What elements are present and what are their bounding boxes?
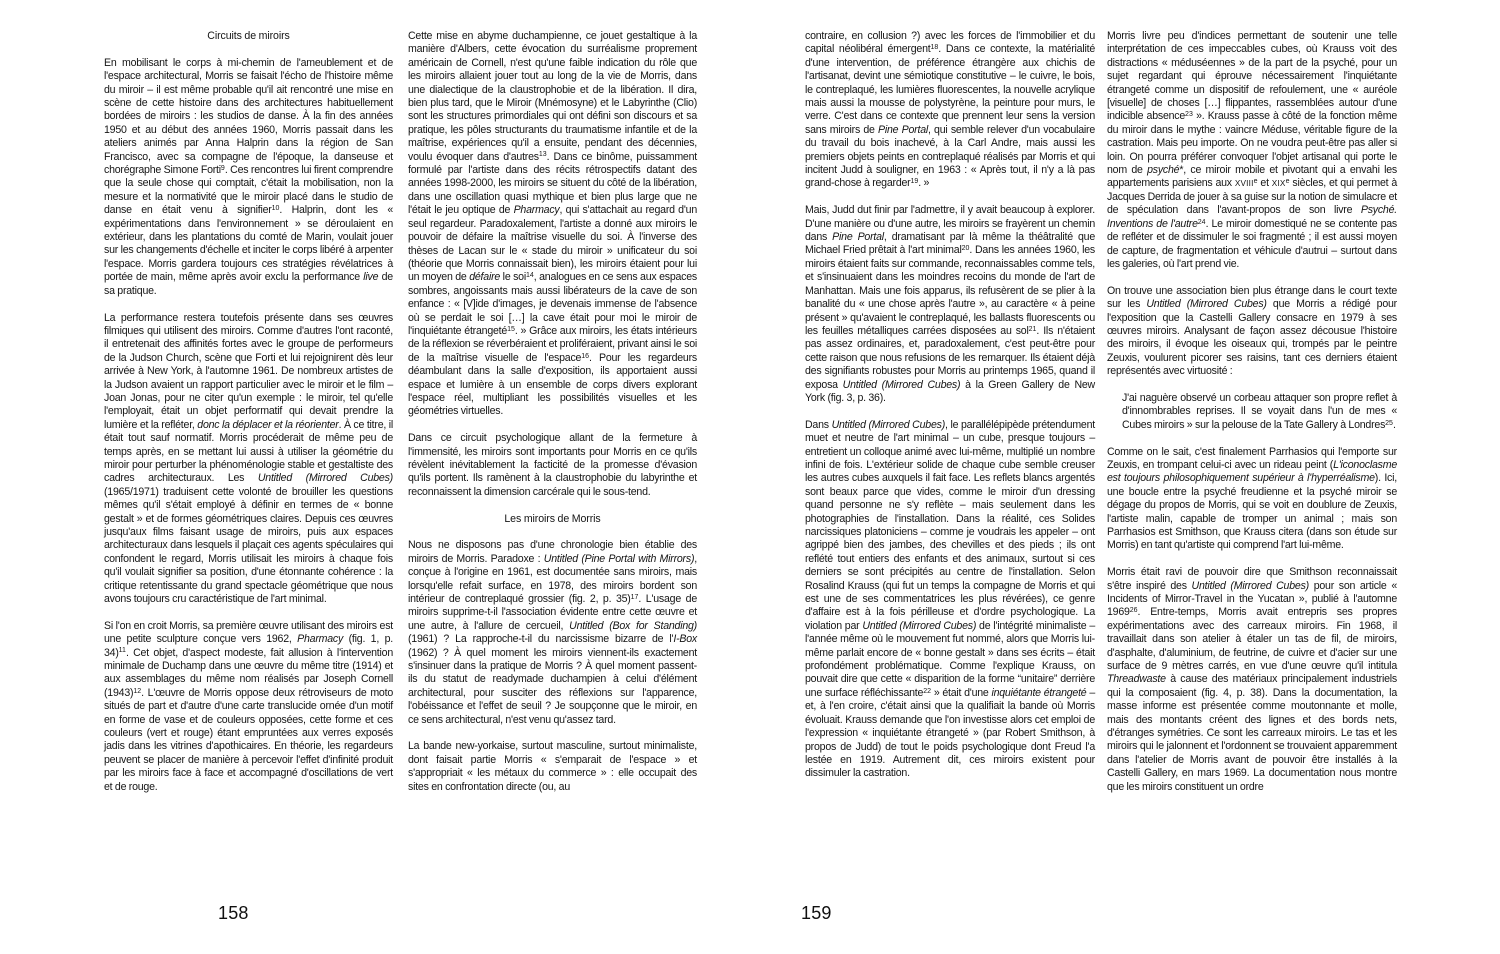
paragraph: En mobilisant le corps à mi-chemin de l'ameublement et de l'espace architectural, Morris se faisait l'écho de l'histoire même du miroir – il est même probable qu'il ait rencontré une mise en scène de cette histoire dans des architectures habituellement bordées de miroirs : les studios de danse. À la fin des années 1950 et au début des années 1960, Morris passait dans les ateliers animés par Anna Halprin dans la région de San Francisco, avec sa compagne de l'époque, la danseuse et chorégraphe Simone Forti$^9$. Ces rencontres lui firent comprendre que la seule chose qui comptait, c'était la mobilisation, non la mesure et la normativité que le miroir placé dans le studio de danse en était venu à signifier$^{10}$. Halprin, dont les « expérimentations dans l'environnement » se déroulaient en extérieur, dans les plantations du comté de Marin, voulait jouer sur les changements d'échelle et inciter le corps libéré à arpenter l'espace. Morris gardera toujours ces stratégies révélatrices à portée de main, même après avoir exclu la performance live de sa pratique. — [104, 56, 393, 297]
paragraph: La performance restera toutefois présente dans ses œuvres filmiques qui utilisent des miroirs. Comme d'autres l'ont raconté, il entretenait des affinités fortes avec le groupe de performeurs de la Judson Church, scène que Forti et lui rejoignirent dès leur arrivée à New York, à l'automne 1961. De nombreux artistes de la Judson avaient un rapport particulier avec le miroir et le film – Joan Jonas, pour ne citer qu'un exemple : le miroir, tel qu'elle l'employait, était un objet performatif qui devait prendre la lumière et la refléter, donc la déplacer et la réorienter. À ce titre, il était tout sauf normatif. Morris procéderait de même peu de temps après, en se mettant lui aussi à utiliser la géométrie du miroir pour perturber la phénoménologie stable et gestaltiste des cadres architecturaux. Les Untitled (Mirrored Cubes) (1965/1971) traduisent cette volonté de brouiller les questions mêmes qu'il s'était employé à définir en termes de « bonne gestalt » et de formes géométriques claires. Depuis ces œuvres jusqu'aux films faisant usage de miroirs, puis aux espaces architecturaux dans lesquels il plaçait ces agents spéculaires qui confondent le regard, Morris utilisait les miroirs à chaque fois qu'il voulait signifier sa position, d'une étonnante cohérence : la critique retentissante du grand spectacle géométrique que nous avons toujours cru caractéristique de l'art minimal. — [104, 311, 394, 606]
page-159-column-2 — [1107, 30, 1397, 794]
paragraph: Cette mise en abyme duchampienne, ce jouet gestaltique à la manière d'Albers, cette évocation du surréalisme proprement américain de Cornell, n'est qu'une faible indication du rôle que les miroirs allaient jouer tout au long de la vie de Morris, dans une dialectique de la claustrophobie et de la libération. Il dira, bien plus tard, que le Miroir (Mnémosyne) et le Labyrinthe (Clio) sont les structures primordiales qui ont défini son discours et sa pratique, les pôles structurants du traumatisme infantile et de la maîtrise, expériences qu'il a ensuite, pendant des décennies, voulu évoquer dans d'autres$^{13}$. Dans ce binôme, puissamment formulé par l'artiste dans des récits rétrospectifs datant des années 1998-2000, les miroirs se situent du côté de la libération, dans une oscillation quasi mythique et bien plus large que ne l'était le jeu optique de Pharmacy, qui s'attachait au regard d'un seul regardeur. Paradoxalement, l'artiste a donné aux miroirs le pouvoir de défaire la maîtrise visuelle du soi. À l'inverse des thèses de Lacan sur le « stade du miroir » unificateur du soi (théorie que Morris connaissait bien), les miroirs étaient pour lui un moyen de défaire le soi$^{14}$, analogues en ce sens aux espaces sombres, angoissants mais aussi libérateurs de la cave de son enfance : « [V]ide d'images, je devenais immense de l'absence où se perdait le soi […] la cave était pour moi le miroir de l'inquiétante étrangeté$^{15}$. » Grâce aux miroirs, les états intérieurs de la réflexion se réverbéraient et proliféraient, privant ainsi le soi de la maîtrise visuelle de l'espace$^{16}$. Pour les regardeurs déambulant dans la salle d'exposition, ils apportaient aussi espace et lumière à un ensemble de corps divers explorant l'espace réel, multipliant les possibilités visuelles et les géométries virtuelles. — [408, 30, 697, 418]
paragraph: On trouve une association bien plus étrange dans le court texte sur les Untitled (Mirrored Cubes) que Morris a rédigé pour l'exposition que la Castelli Gallery consacre en 1979 à ses œuvres miroirs. Analysant de façon assez décousue l'histoire des miroirs, il évoque les oiseaux qui, trompés par le peintre Zeuxis, voulurent picorer ses raisins, tant ces derniers étaient représentés avec virtuosité : — [1107, 284, 1397, 378]
page-158-column-1 — [104, 30, 393, 794]
blockquote: J'ai naguère observé un corbeau attaquer son propre reflet à d'innombrables reprises. Il se voyait dans l'un de mes « Cubes miroirs » sur la pelouse de la Tate Gallery à Londres$^{25}$. — [1122, 391, 1397, 431]
paragraph: La bande new-yorkaise, surtout masculine, surtout minimaliste, dont faisait partie Morris « s'emparait de l'espace » et s'appropriait « les métaux du commerce » : elle occupait des sites en confrontation directe (ou, au — [408, 740, 697, 793]
paragraph: Si l'on en croit Morris, sa première œuvre utilisant des miroirs est une petite sculpture conçue vers 1962, Pharmacy (fig. 1, p. 34)$^{11}$. Cet objet, d'aspect modeste, fait allusion à l'intervention minimale de Duchamp dans une œuvre du même titre (1914) et aux assemblages du même nom réalisés par Joseph Cornell $(1943)^{12}$. L'œuvre de Morris oppose deux rétroviseurs de moto situés de part et d'autre d'une carte translucide ornée d'un motif en forme de vase et de couleurs opposées, cette forme et ces couleurs (vert et rouge) étant empruntées aux verres exposés jadis dans les vitrines d'apothicaires. En théorie, les regardeurs peuvent se placer de manière à percevoir l'effet d'infinité produit par les miroirs face à face et accompagné d'oscillations de vert et de rouge. — [104, 619, 393, 793]
paragraph: Nous ne disposons pas d'une chronologie bien établie des miroirs de Morris. Paradoxe : Untitled (Pine Portal with Mirrors), conçue à l'origine en 1961, est documentée sans miroirs, mais lorsqu'elle refait surface, en 1978, des miroirs bordent son intérieur de contreplaqué grossier (fig. 2, p. 35)$^{17}$. L'usage de miroirs supprime-t-il l'association évidente entre cette œuvre et une autre, à l'allure de cercueil, Untitled (Box for Standing) (1961) ? La rapproche-t-il du narcissisme bizarre de l'I-Box (1962) ? À quel moment les miroirs viennent-ils exactement s'insinuer dans la pratique de Morris ? À quel moment passent-ils du statut de readymade duchampien à celui d'élément architectural, pour susciter des réflexions sur l'apparence, l'obéissance et l'effet de seuil ? Je soupçonne que le miroir, en ce sens architectural, n'est venu qu'assez tard. — [408, 539, 697, 726]
paragraph: Dans Untitled (Mirrored Cubes), le parallélépipède prétendument muet et neutre de l'art minimal – un cube, presque toujours – entretient un colloque animé avec lui-même, multiplié un nombre infini de fois. L'extérieur solide de chaque cube semble creuser les autres cubes auxquels il fait face. Les reflets blancs argentés sont beaux parce que vides, comme le miroir d'un dressing quand personne ne s'y reflète – mais seulement dans les photographies de l'installation. Dans la réalité, ces Solides narcissiques platoniciens – comme je voudrais les appeler – ont agrippé bien des jambes, des chevilles et des pieds ; ils ont reflété tout entiers des enfants et des animaux, surtout si ces derniers se sont précipités au centre de l'installation. Selon Rosalind Krauss (qui fut un temps la compagne de Morris et qui est une de ses commentatrices les plus révérées), ce genre d'affaire est à la fois périlleuse et d'ordre psychologique. La violation par Untitled (Mirrored Cubes) de l'intégrité minimaliste – l'année même où le mouvement fut nommé, alors que Morris lui-même parlait encore de « bonne gestalt » dans ses écrits – était profondément problématique. Comme l'explique Krauss, on pouvait dire que cette « disparition de la forme “unitaire” derrière une surface réfléchissante$^{22}$ » était d'une inquiétante étrangeté – et, à l'en croire, c'était ainsi que la qualifiait la bande où Morris évoluait. Krauss demande que l'on investisse alors cet emploi de l'expression « inquiétante étrangeté » (par Robert Smithson, à propos de Judd) de tout le poids psychologique dont Freud l'a lestée en 1919. Autrement dit, ces miroirs existent pour dissimuler la castration. — [805, 418, 1095, 780]
paragraph: Morris livre peu d'indices permettant de soutenir une telle interprétation de ces impeccables cubes, où Krauss voit des distractions « méduséennes » de la part de la psyché, pour un sujet regardant qui éprouve nécessairement l'inquiétante étrangeté comme un dispositif de refoulement, une « auréole [visuelle] de choses […] flippantes, rassemblées autour d'une indicible absence$^{23}$ ». Krauss passe à côté de la fonction même du miroir dans le mythe : vaincre Méduse, véritable figure de la castration. Mais peu importe. On ne voudra peut-être pas aller si loin. On pourra préférer convoquer l'objet artisanal qui porte le nom de psyché*, ce miroir mobile et pivotant qui a envahi les appartements parisiens aux XVIIIe et XIXe siècles, et qui permet à Jacques Derrida de jouer à sa guise sur la notion de simulacre et de spéculation dans l'avant-propos de son livre Psyché. Inventions de l'autre$^{24}$. Le miroir domestiqué ne se contente pas de refléter et de dissimuler le soi fragmenté ; il est aussi moyen de capture, de fragmentation et véhicule d'autrui – surtout dans les galeries, où l'art prend vie. — [1107, 30, 1398, 270]
page-number-right: 159 — [801, 903, 832, 923]
page-158-column-2 — [408, 30, 697, 794]
paragraph: Mais, Judd dut finir par l'admettre, il y avait beaucoup à explorer. D'une manière ou d'une autre, les miroirs se frayèrent un chemin dans Pine Portal, dramatisant par là même la théâtralité que Michael Fried prêtait à l'art minimal$^{20}$. Dans les années 1960, les miroirs étaient faits sur commande, reconnaissables comme tels, et s'insinuaient dans les moindres recoins du monde de l'art de Manhattan. Mais une fois apparus, ils refusèrent de se plier à la banalité du « une chose après l'autre », au caractère « à peine présent » qu'avaient le contreplaqué, les ballasts fluorescents ou les feuilles métalliques carrées disposées au sol$^{21}$. Ils n'étaient pas assez ordinaires, et, paradoxalement, c'est peut-être pour cette raison que nous refusions de les remarquer. Ils étaient déjà des signifiants robustes pour Morris au printemps 1965, quand il exposa Untitled (Mirrored Cubes) à la Green Gallery de New York (fig. 3, p. 36). — [805, 204, 1095, 404]
page-159-column-1 — [805, 30, 1095, 781]
paragraph: Dans ce circuit psychologique allant de la fermeture à l'immensité, les miroirs sont importants pour Morris en ce qu'ils révèlent inévitablement la facticité de la promesse d'évasion qu'ils portent. Ils ramènent à la claustrophobie du labyrinthe et reconnaissent la dimension carcérale qui le sous-tend. — [408, 432, 697, 498]
page-number-left: 158 — [218, 903, 249, 923]
paragraph: contraire, en collusion ?) avec les forces de l'immobilier et du capital néolibéral émergent$^{18}$. Dans ce contexte, la matérialité d'une intervention, de préférence étrangère aux chichis de l'artisanat, devint une sémiotique constitutive – le cuivre, le bois, le contreplaqué, les lumières fluorescentes, la nouvelle acrylique mais aussi la mousse de polystyrène, la peinture pour murs, le verre. C'est dans ce contexte que prennent leur sens la version sans miroirs de Pine Portal, qui semble relever d'un vocabulaire du travail du bois inachevé, à la Carl Andre, mais aussi les premiers objets peints en contreplaqué réalisés par Morris et qui incitent Judd à souligner, en 1963 : « Après tout, il n'y a là pas grand-chose à regarder$^{19}$. » — [805, 30, 1096, 190]
section-heading: Circuits de miroirs — [207, 30, 290, 42]
paragraph: Comme on le sait, c'est finalement Parrhasios qui l'emporte sur Zeuxis, en trompant celui-ci avec un rideau peint (L'iconoclasme est toujours philosophiquement supérieur à l'hyperréalisme). Ici, une boucle entre la psyché freudienne et la psyché miroir se dégage du propos de Morris, qui se voit en doublure de Zeuxis, l'artiste malin, capable de tromper un animal ; mais son Parrhasios est Smithson, que Krauss citera (dans son étude sur Morris) en tant qu'artiste qui comprend l'art lui-même. — [1107, 445, 1397, 552]
paragraph: Morris était ravi de pouvoir dire que Smithson reconnaissait s'être inspiré des Untitled (Mirrored Cubes) pour son article « Incidents of Mirror-Travel in the Yucatan », publié à l'automne 1969$^{26}$. Entre-temps, Morris avait entrepris ses propres expérimentations avec des carreaux miroirs. Fin 1968, il travaillait dans son atelier à étaler un tas de fil, de miroirs, d'asphalte, d'aluminium, de feutrine, de cuivre et d'acier sur une surface de 9 mètres carrés, en vue d'une œuvre qu'il intitula Threadwaste à cause des matériaux principalement industriels qui la composaient (fig. 4, p. 38). Dans la documentation, la masse informe est présentée comme moutonnante et molle, mais des montants créent des lignes et des bords nets, d'étranges symétries. Ce sont les carreaux miroirs. Le tas et les miroirs qui le jalonnent et l'ordonnent se trouvaient apparemment dans l'atelier de Morris avant de pouvoir être installés à la Castelli Gallery, en mars 1969. La documentation nous montre que les miroirs constituent un ordre — [1107, 566, 1398, 793]
section-heading: Les miroirs de Morris — [504, 512, 601, 525]
